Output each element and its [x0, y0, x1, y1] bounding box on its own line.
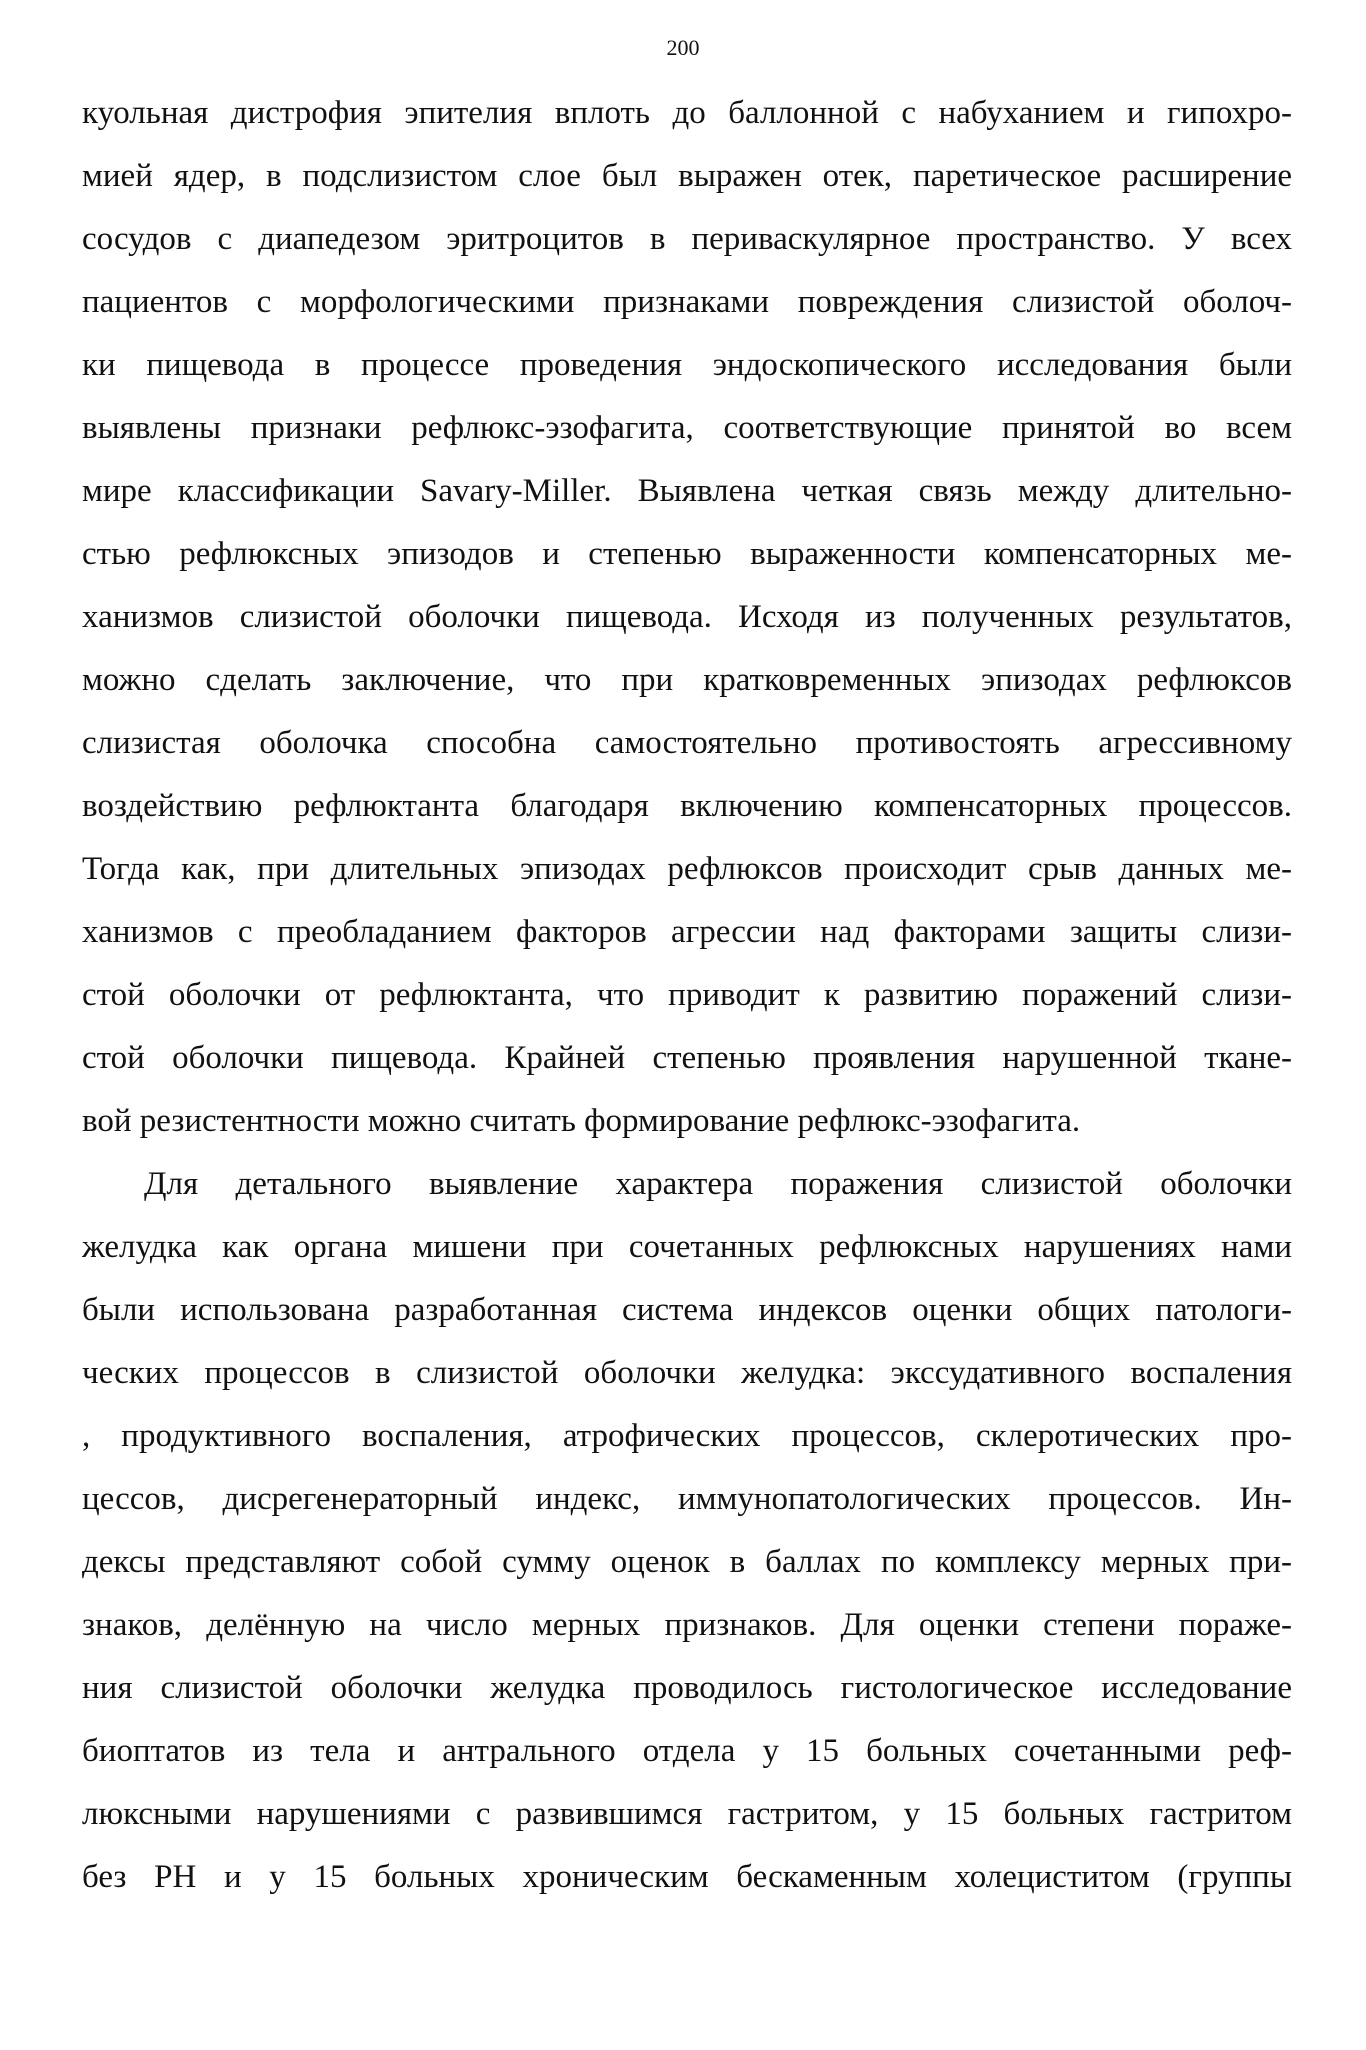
text-line: стью рефлюксных эпизодов и степенью выраженности компенсаторных ме- — [82, 536, 1292, 572]
text-line: мией ядер, в подслизистом слое был выражен отек, паретическое расширение — [82, 158, 1292, 194]
text-line: выявлены признаки рефлюкс-эзофагита, соответствующие принятой во всем — [82, 410, 1292, 446]
text-line: биоптатов из тела и антрального отдела у 15 больных сочетанными реф- — [82, 1733, 1292, 1769]
text-line: ханизмов слизистой оболочки пищевода. Исходя из полученных результатов, — [82, 599, 1292, 635]
text-line: куольная дистрофия эпителия вплоть до баллонной с набуханием и гипохро- — [82, 95, 1292, 131]
text-line: стой оболочки пищевода. Крайней степенью проявления нарушенной ткане- — [82, 1040, 1292, 1076]
text-line: ханизмов с преобладанием факторов агрессии над факторами защиты слизи- — [82, 914, 1292, 950]
text-line: слизистая оболочка способна самостоятельно противостоять агрессивному — [82, 725, 1292, 761]
text-line: ния слизистой оболочки желудка проводилось гистологическое исследование — [82, 1670, 1292, 1706]
document-body — [82, 82, 1292, 1909]
text-line: желудка как органа мишени при сочетанных рефлюксных нарушениях нами — [82, 1229, 1292, 1265]
text-line: можно сделать заключение, что при кратковременных эпизодах рефлюксов — [82, 662, 1292, 698]
text-line: люксными нарушениями с развившимся гастритом, у 15 больных гастритом — [82, 1796, 1292, 1832]
text-line: , продуктивного воспаления, атрофических процессов, склеротических про- — [82, 1418, 1292, 1454]
text-line: цессов, дисрегенераторный индекс, иммунопатологических процессов. Ин- — [82, 1481, 1292, 1517]
text-line: были использована разработанная система индексов оценки общих патологи- — [82, 1292, 1292, 1328]
text-line: вой резистентности можно считать формирование рефлюкс-эзофагита. — [82, 1103, 1081, 1139]
text-line: знаков, делённую на число мерных признаков. Для оценки степени пораже- — [82, 1607, 1292, 1643]
text-line: ческих процессов в слизистой оболочки желудка: экссудативного воспаления — [82, 1355, 1292, 1391]
text-line: ки пищевода в процессе проведения эндоскопического исследования были — [82, 347, 1292, 383]
text-line: пациентов с морфологическими признаками повреждения слизистой оболоч- — [82, 284, 1292, 320]
text-line: стой оболочки от рефлюктанта, что приводит к развитию поражений слизи- — [82, 977, 1292, 1013]
text-line: Тогда как, при длительных эпизодах рефлюксов происходит срыв данных ме- — [82, 851, 1292, 887]
text-line: мире классификации Savary-Miller. Выявлена четкая связь между длительно- — [82, 473, 1292, 509]
text-line: дексы представляют собой сумму оценок в баллах по комплексу мерных при- — [82, 1544, 1292, 1580]
text-line: воздействию рефлюктанта благодаря включению компенсаторных процессов. — [82, 788, 1292, 824]
text-line: без РН и у 15 больных хроническим бескаменным холециститом (группы — [82, 1859, 1292, 1895]
text-line: сосудов с диапедезом эритроцитов в периваскулярное пространство. У всех — [82, 221, 1292, 257]
text-line: Для детального выявление характера поражения слизистой оболочки — [144, 1166, 1292, 1202]
page-number: 200 — [666, 35, 700, 60]
